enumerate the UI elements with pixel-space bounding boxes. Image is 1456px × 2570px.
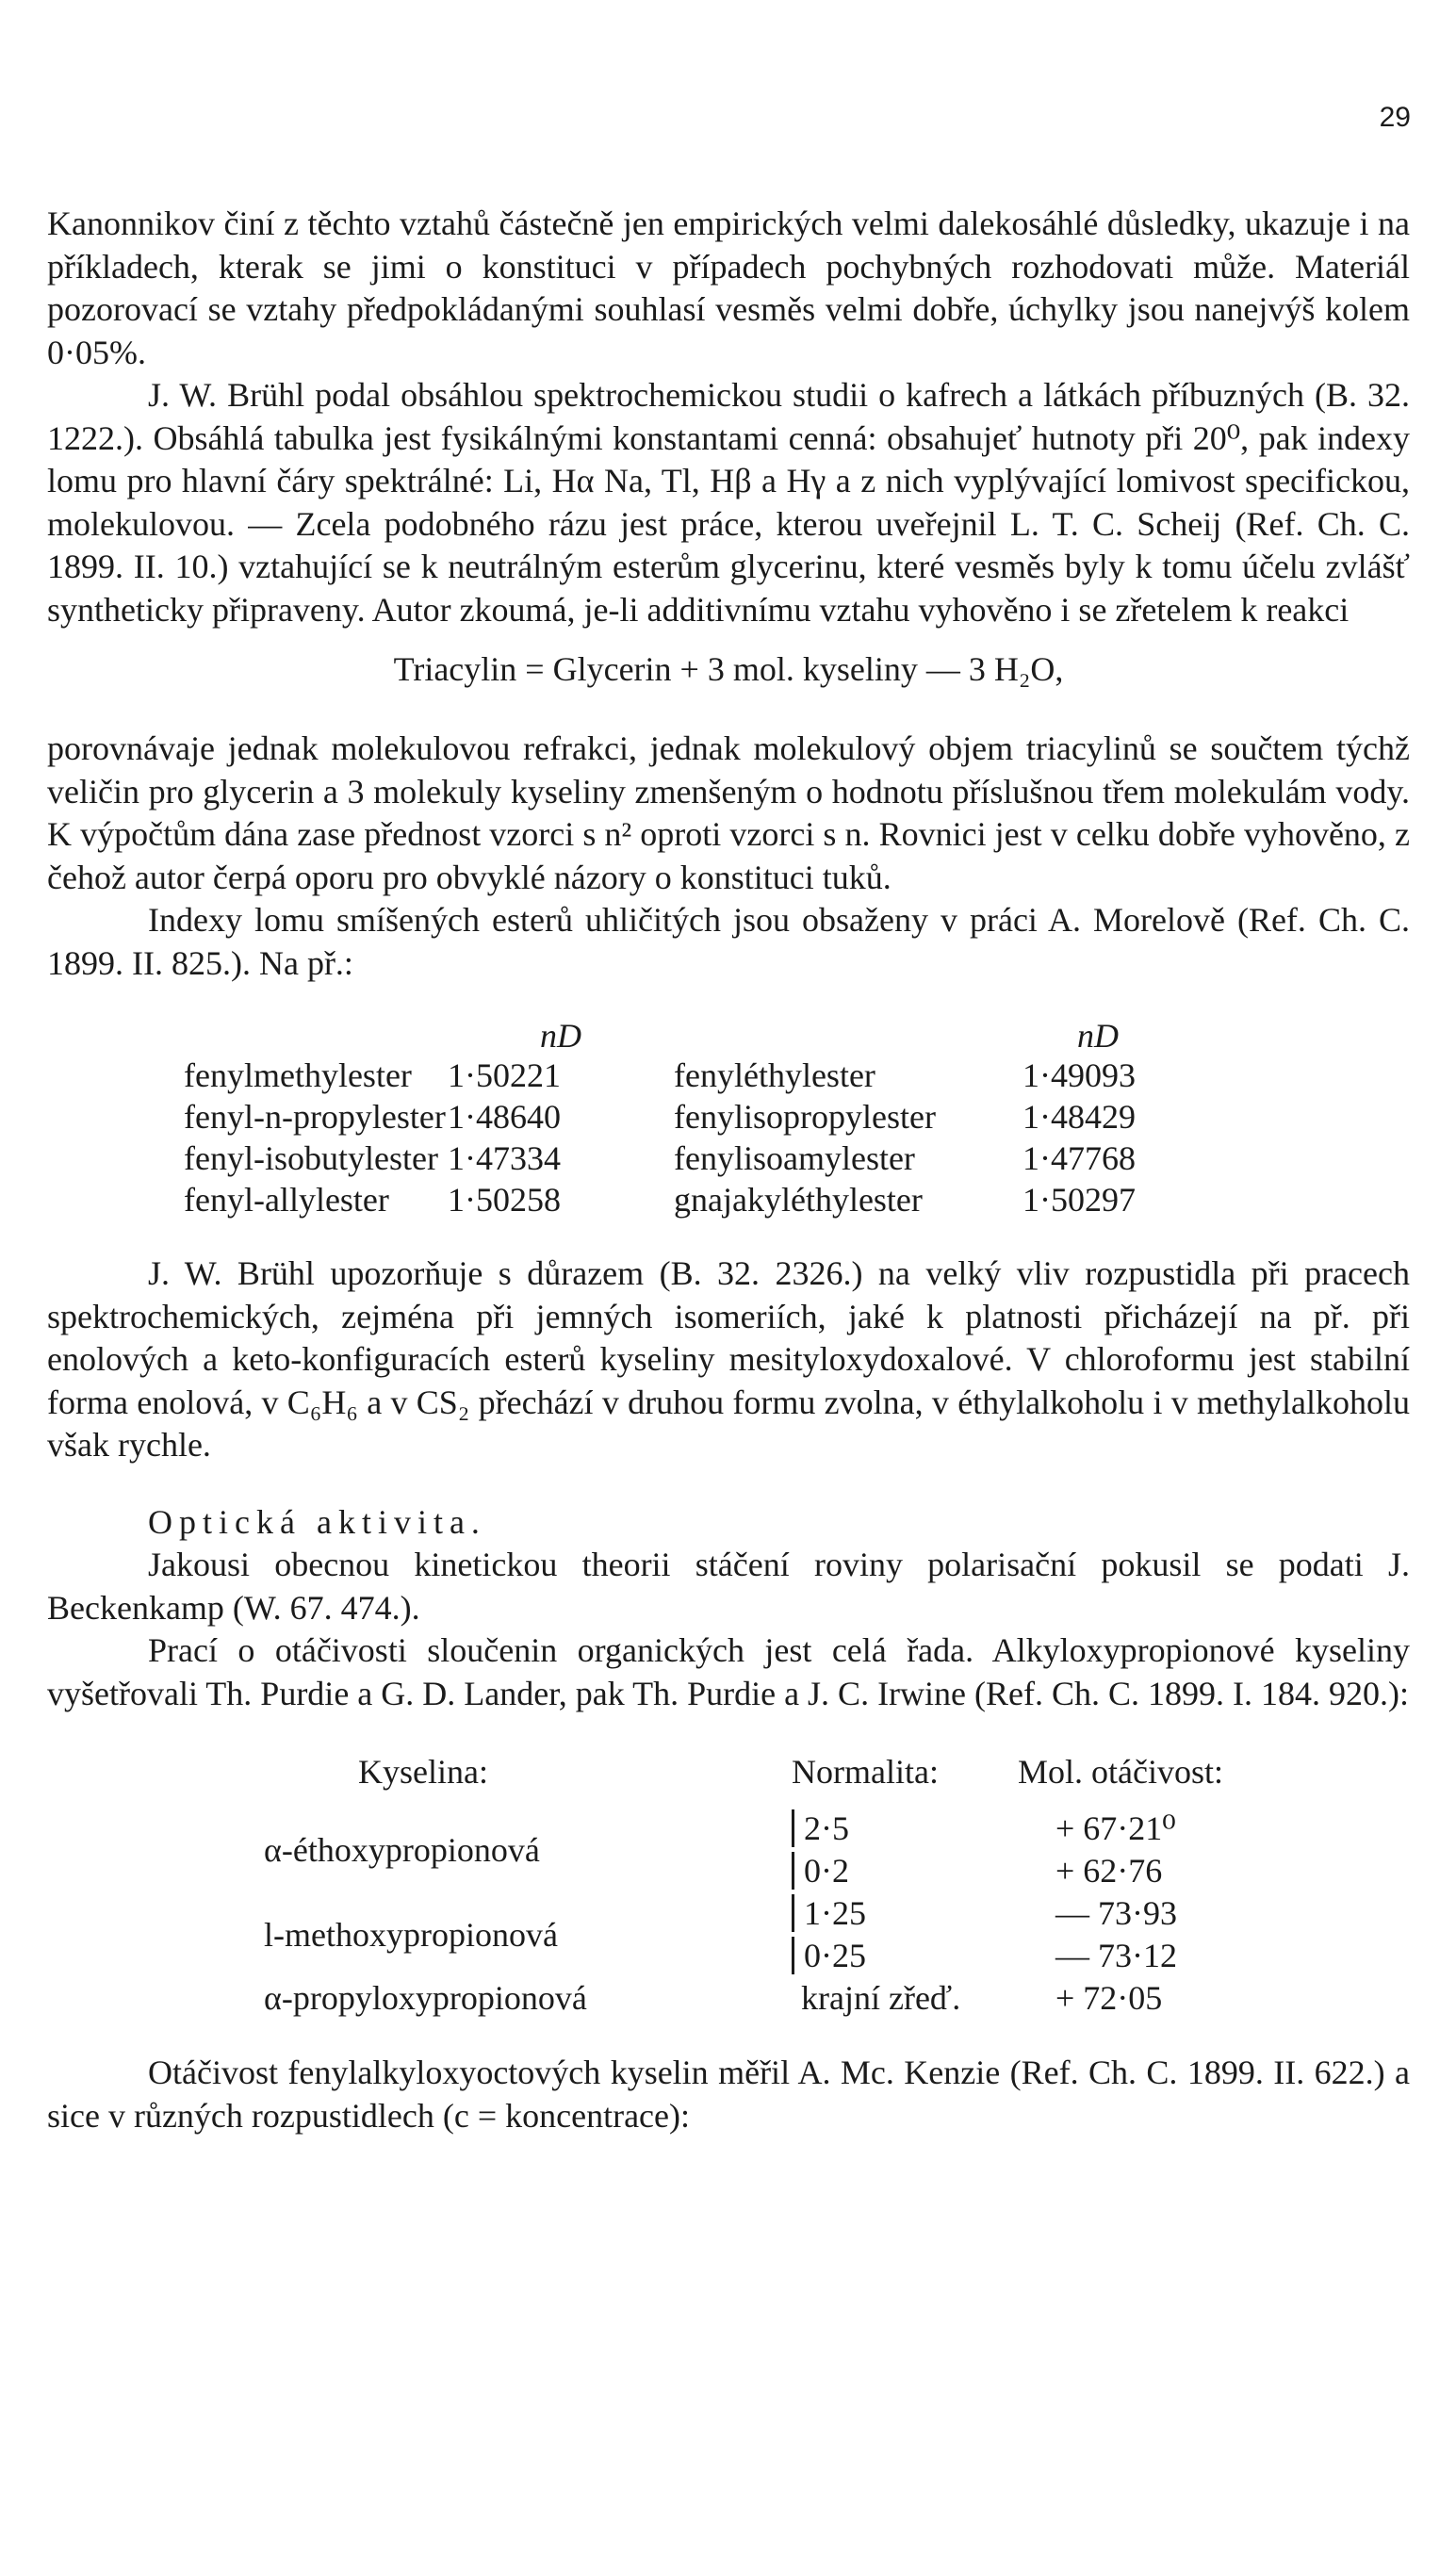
table-row	[264, 1977, 1301, 2020]
refraction-header-row	[184, 1017, 1173, 1055]
table-row	[184, 1096, 1173, 1138]
ester-name: fenyl-n-propylester	[184, 1098, 446, 1136]
normality-value: 0·25	[792, 1937, 866, 1974]
ester-name: fenylmethylester	[184, 1056, 412, 1094]
ester-value: 1·50221	[448, 1056, 561, 1094]
ester-value: 1·48640	[448, 1098, 561, 1136]
paragraph-beckenkamp: Jakousi obecnou kinetickou theorii stáčení roviny polarisační pokusil se podati J. Beckenkamp (W. 67. 474.).	[47, 1546, 1410, 1627]
ester-value: 1·47768	[1022, 1139, 1136, 1177]
rotation-value: + 72·05	[1055, 1979, 1163, 2017]
section-heading: Optická aktivita.	[148, 1502, 486, 1541]
normality-header: Normalita:	[792, 1753, 939, 1791]
acid-name: α-éthoxypropionová	[264, 1831, 540, 1869]
text-body	[47, 203, 1410, 2137]
normality-value: 1·25	[792, 1894, 866, 1932]
rotation-table	[264, 1751, 1301, 2020]
rotation-header-row	[264, 1751, 1301, 1808]
acid-name: l-methoxypropionová	[264, 1916, 558, 1954]
ester-value: 1·50258	[448, 1181, 561, 1219]
paragraph-kanonnikov: Kanonnikov činí z těchto vztahů částečně jen empirických velmi dalekosáhlé důsledky, ukazuje i na příkladech, kterak se jimi o konstituci v případech pochybných rozhodovati může. Materiál pozorovací se vztahy předpokládanými souhlasí vesměs velmi dobře, úchylky jsou nanejvýš kolem 0·05%.	[47, 205, 1410, 371]
table-row	[184, 1138, 1173, 1179]
ester-name: fenyl-allylester	[184, 1181, 389, 1219]
normality-value: 2·5	[792, 1809, 849, 1847]
table-row	[264, 1808, 1301, 1850]
rotation-value: + 67·21⁰	[1055, 1809, 1176, 1847]
ester-name: fenyl-isobutylester	[184, 1139, 438, 1177]
ester-value: 1·50297	[1022, 1181, 1136, 1219]
nd-header-left: nD	[540, 1017, 581, 1055]
paragraph-triacylin: porovnávaje jednak molekulovou refrakci, jednak molekulový objem triacylinů se součtem týchž veličin pro glycerin a 3 molekuly kyseliny zmenšeným o hodnotu příslušnou třem molekulám vody. K výpočtům dána zase přednost vzorci s n² oproti vzorci s n. Rovnici jest v celku dobře vyhověno, z čehož autor čerpá oporu pro obvyklé názory o konstituci tuků.	[47, 729, 1410, 896]
paragraph-solvent: J. W. Brühl upozorňuje s důrazem (B. 32. 2326.) na velký vliv rozpustidla při pracech spektrochemických, zejména při jemných isomeriích, jaké k platnosti přicházejí na př. při enolových a keto-konfiguracích esterů kyseliny mesityloxydoxalové. V chloroformu jest stabilní forma enolová, v C₆H₆ a v CS₂ přechází v druhou formu zvolna, v éthylalkoholu i v methylalkoholu však rychle.	[47, 1254, 1410, 1464]
acid-name: α-propyloxypropionová	[264, 1979, 587, 2017]
paragraph-mckenzie: Otáčivost fenylalkyloxyoctových kyselin měřil A. Mc. Kenzie (Ref. Ch. C. 1899. II. 622.) a sice v různých rozpustidlech (c = koncentrace):	[47, 2054, 1410, 2135]
table-row	[184, 1179, 1173, 1220]
ester-name: fenyléthylester	[674, 1056, 875, 1094]
ester-value: 1·47334	[448, 1139, 561, 1177]
normality-value: krajní zřeď.	[801, 1979, 961, 2017]
ester-value: 1·48429	[1022, 1098, 1136, 1136]
normality-value: 0·2	[792, 1852, 849, 1890]
rotation-value: — 73·93	[1055, 1894, 1177, 1932]
nd-header-right: nD	[1077, 1017, 1119, 1055]
ester-name: fenylisoamylester	[674, 1139, 915, 1177]
refraction-table	[184, 1017, 1173, 1220]
ester-value: 1·49093	[1022, 1056, 1136, 1094]
page-number: 29	[1379, 102, 1411, 133]
rotation-header: Mol. otáčivost:	[1018, 1753, 1223, 1791]
table-row	[184, 1055, 1173, 1096]
acid-header: Kyselina:	[358, 1753, 488, 1791]
paragraph-bruhl-kafry: J. W. Brühl podal obsáhlou spektrochemickou studii o kafrech a látkách příbuzných (B. 32. 1222.). Obsáhlá tabulka jest fysikálnými konstantami cenná: obsahujeť hutnoty při 20⁰, pak indexy lomu pro hlavní čáry spektrálné: Li, Hα Na, Tl, Hβ a Hγ a z nich vyplývající lomivost specifickou, molekulovou. — Zcela podobného rázu jest práce, kterou uveřejnil L. T. C. Scheij (Ref. Ch. C. 1899. II. 10.) vztahující se k neutrálným esterům glycerinu, které vesměs byly k tomu účelu zvlášť syntheticky připraveny. Autor zkoumá, je-li additivnímu vztahu vyhověno i se zřetelem k reakci	[47, 376, 1410, 629]
paragraph-morel: Indexy lomu smíšených esterů uhličitých jsou obsaženy v práci A. Morelově (Ref. Ch. C. 1899. II. 825.). Na př.:	[47, 901, 1410, 982]
reaction-formula: Triacylin = Glycerin + 3 mol. kyseliny — 3 H₂O,	[393, 650, 1064, 688]
rotation-value: + 62·76	[1055, 1852, 1163, 1890]
ester-name: fenylisopropylester	[674, 1098, 936, 1136]
ester-name: gnajakyléthylester	[674, 1181, 923, 1219]
rotation-value: — 73·12	[1055, 1937, 1177, 1974]
paragraph-purdie: Prací o otáčivosti sloučenin organických jest celá řada. Alkyloxypropionové kyseliny vyšetřovali Th. Purdie a G. D. Lander, pak Th. Purdie a J. C. Irwine (Ref. Ch. C. 1899. I. 184. 920.):	[47, 1631, 1410, 1712]
table-row	[264, 1892, 1301, 1935]
